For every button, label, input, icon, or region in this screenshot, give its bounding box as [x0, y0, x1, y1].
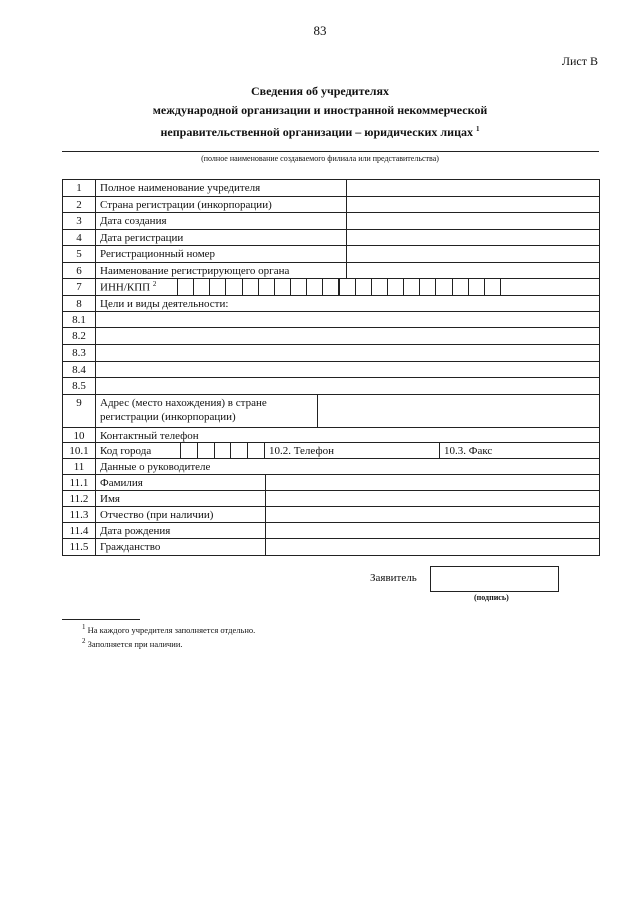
sheet-label: Лист В — [561, 54, 598, 68]
city-code-digit-box[interactable] — [214, 442, 232, 459]
name-line[interactable] — [62, 151, 599, 152]
page-number: 83 — [313, 23, 327, 38]
row-number: 11.2 — [62, 490, 96, 507]
row-number: 2 — [62, 196, 96, 213]
row-label: Имя — [95, 490, 266, 507]
row-value-field[interactable] — [346, 262, 600, 279]
row-number: 11.1 — [62, 474, 96, 491]
row-label: Фамилия — [95, 474, 266, 491]
inn-kpp-digit-box[interactable] — [193, 278, 210, 296]
row-number: 8.1 — [62, 311, 96, 328]
row-value-field[interactable] — [265, 490, 600, 507]
row-number: 10 — [62, 427, 96, 443]
activity-field[interactable] — [95, 361, 600, 378]
row-label: Регистрационный номер — [95, 245, 347, 263]
row-number: 10.1 — [62, 442, 96, 459]
inn-kpp-digit-box[interactable] — [306, 278, 323, 296]
row-label: Адрес (место нахождения) в стране регистрации (инкорпорации) — [95, 394, 318, 428]
row-label: Код города — [95, 442, 181, 459]
title-line: неправительственной организации – юридических лицах — [160, 125, 473, 139]
subtitle: (полное наименование создаваемого филиала или представительства) — [201, 154, 439, 163]
activity-field[interactable] — [95, 311, 600, 328]
inn-kpp-digit-box[interactable] — [419, 278, 436, 296]
inn-kpp-digit-box[interactable] — [452, 278, 469, 296]
row-label: Дата регистрации — [95, 229, 347, 246]
inn-kpp-digit-box[interactable] — [403, 278, 420, 296]
row-value-field[interactable] — [346, 212, 600, 230]
inn-kpp-digit-box[interactable] — [209, 278, 226, 296]
row-label: Гражданство — [95, 538, 266, 556]
inn-kpp-digit-box[interactable] — [468, 278, 485, 296]
row-label: Дата создания — [95, 212, 347, 230]
row-number: 8 — [62, 295, 96, 312]
inn-kpp-extra-field[interactable] — [500, 278, 600, 296]
city-code-digit-box[interactable] — [247, 442, 265, 459]
row-value-field[interactable] — [265, 474, 600, 491]
activity-field[interactable] — [95, 377, 600, 395]
address-field[interactable] — [317, 394, 600, 428]
inn-kpp-digit-box[interactable] — [371, 278, 388, 296]
fax-field[interactable]: 10.3. Факс — [439, 442, 600, 459]
row-number: 11.3 — [62, 506, 96, 523]
page-title — [0, 82, 640, 142]
activity-field[interactable] — [95, 327, 600, 345]
row-number: 8.5 — [62, 377, 96, 395]
city-code-digit-box[interactable] — [180, 442, 198, 459]
row-number: 11 — [62, 458, 96, 475]
footnote-1: $^1$ На каждого учредителя заполняется отдельно. — [82, 623, 256, 635]
inn-kpp-digit-box[interactable] — [435, 278, 452, 296]
row-label: Контактный телефон — [95, 427, 600, 443]
inn-kpp-digit-box[interactable] — [225, 278, 242, 296]
inn-kpp-digit-box[interactable] — [290, 278, 307, 296]
applicant-label: Заявитель — [370, 572, 417, 584]
inn-kpp-digit-box[interactable] — [339, 278, 356, 296]
footnote-ref: 1 — [476, 125, 480, 133]
inn-kpp-digit-box[interactable] — [322, 278, 339, 296]
inn-kpp-digit-box[interactable] — [355, 278, 372, 296]
row-value-field[interactable] — [346, 196, 600, 213]
city-code-digit-box[interactable] — [197, 442, 215, 459]
row-value-field[interactable] — [265, 538, 600, 556]
inn-kpp-digit-box[interactable] — [387, 278, 404, 296]
row-number: 8.3 — [62, 344, 96, 362]
row-label: Дата рождения — [95, 522, 266, 539]
activity-field[interactable] — [95, 344, 600, 362]
row-value-field[interactable] — [346, 229, 600, 246]
title-line: Сведения об учредителях — [250, 84, 390, 98]
inn-kpp-digit-box[interactable] — [242, 278, 259, 296]
row-label: Цели и виды деятельности: — [95, 295, 600, 312]
row-number: 8.2 — [62, 327, 96, 345]
row-label: ИНН/КПП $^2$ — [95, 278, 178, 296]
row-label: Отчество (при наличии) — [95, 506, 266, 523]
title-line: международной организации и иностранной некоммерческой — [152, 103, 488, 117]
row-number: 6 — [62, 262, 96, 279]
inn-kpp-digit-box[interactable] — [484, 278, 501, 296]
city-code-digit-box[interactable] — [230, 442, 248, 459]
signature-caption: (подпись) — [474, 593, 509, 602]
inn-kpp-digit-box[interactable] — [274, 278, 291, 296]
footnote-divider — [62, 619, 140, 620]
row-number: 8.4 — [62, 361, 96, 378]
signature-box[interactable] — [430, 566, 559, 592]
row-value-field[interactable] — [265, 506, 600, 523]
row-label: Полное наименование учредителя — [95, 179, 347, 197]
inn-kpp-digit-box[interactable] — [258, 278, 275, 296]
row-value-field[interactable] — [346, 245, 600, 263]
row-number: 1 — [62, 179, 96, 197]
row-label: Данные о руководителе — [95, 458, 600, 475]
row-label: Наименование регистрирующего органа — [95, 262, 347, 279]
row-number: 11.5 — [62, 538, 96, 556]
row-number: 7 — [62, 278, 96, 296]
phone-field[interactable]: 10.2. Телефон — [264, 442, 440, 459]
row-number: 11.4 — [62, 522, 96, 539]
row-number: 5 — [62, 245, 96, 263]
row-label: Страна регистрации (инкорпорации) — [95, 196, 347, 213]
inn-kpp-digit-box[interactable] — [177, 278, 194, 296]
row-number: 3 — [62, 212, 96, 230]
row-number: 4 — [62, 229, 96, 246]
row-value-field[interactable] — [346, 179, 600, 197]
row-number: 9 — [62, 394, 96, 428]
footnote-2: $^2$ Заполняется при наличии. — [82, 637, 183, 649]
row-value-field[interactable] — [265, 522, 600, 539]
